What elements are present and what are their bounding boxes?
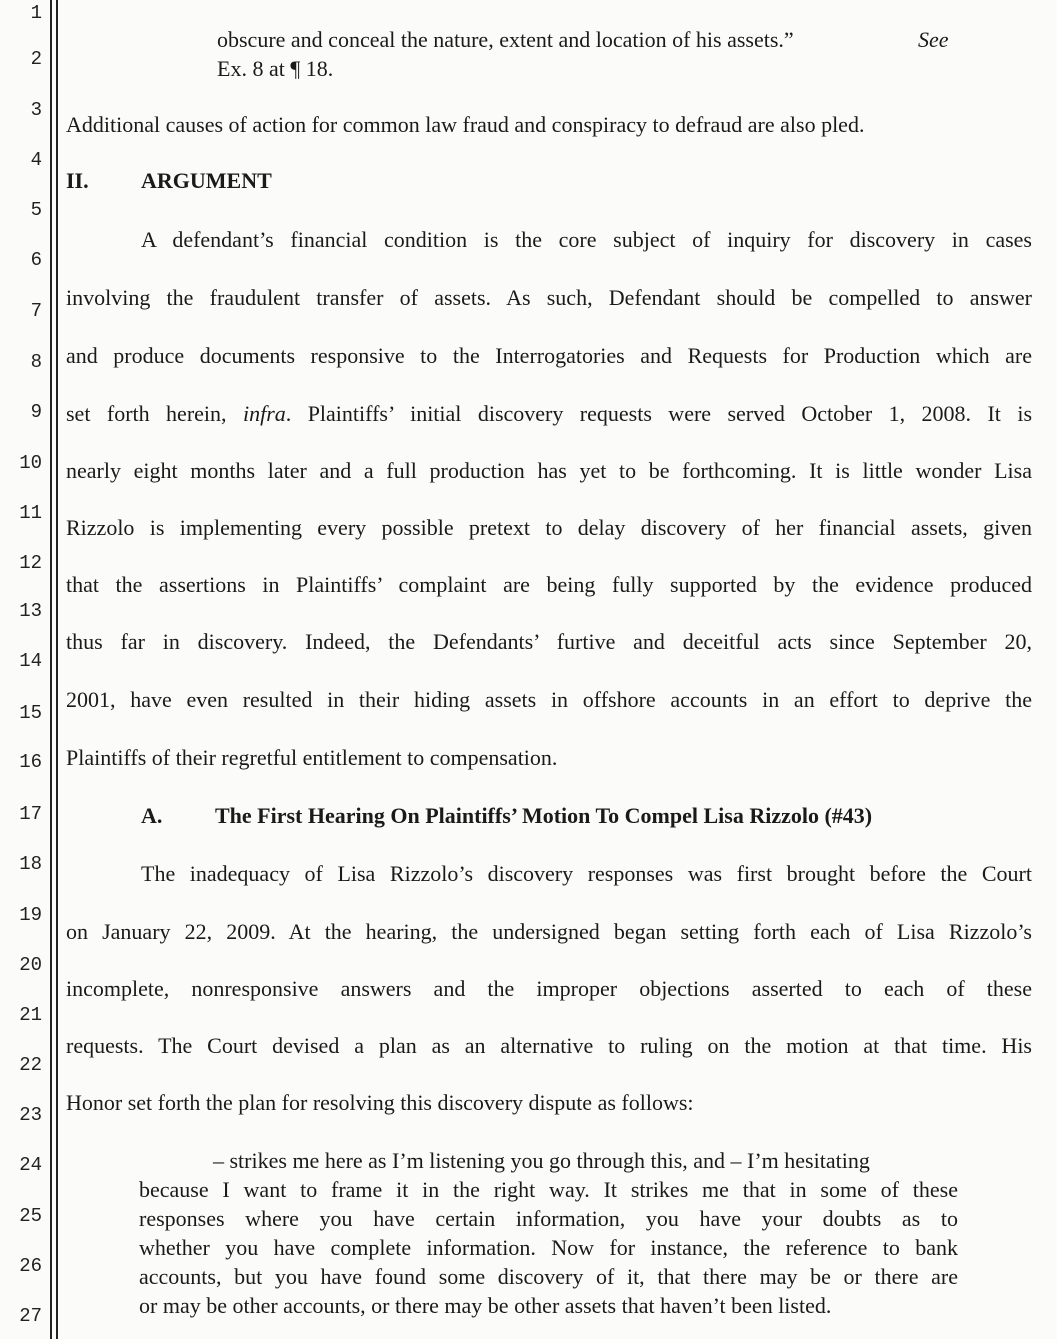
paragraph-line: Rizzolo is implementing every possible pretext to delay discovery of her financial assets, given — [66, 515, 1032, 540]
paragraph-line: requests. The Court devised a plan as an alternative to ruling on the motion at that time. His — [66, 1033, 1032, 1058]
line-number: 11 — [19, 502, 42, 524]
block-quote-line: – strikes me here as I’m listening you go through this, and – I’m hesitating — [213, 1148, 870, 1173]
left-margin-rule — [50, 0, 52, 1339]
paragraph-line: A defendant’s financial condition is the core subject of inquiry for discovery in cases — [141, 227, 1032, 252]
line-number: 27 — [19, 1305, 42, 1327]
paragraph-line: thus far in discovery. Indeed, the Defendants’ furtive and deceitful acts since September 20, — [66, 629, 1032, 654]
line-number: 3 — [30, 99, 42, 121]
line-number: 17 — [19, 803, 42, 825]
line-number: 24 — [19, 1154, 42, 1176]
paragraph-line: Additional causes of action for common law fraud and conspiracy to defraud are also pled. — [66, 112, 865, 137]
paragraph-line: and produce documents responsive to the Interrogatories and Requests for Production which are — [66, 343, 1032, 368]
line-number: 8 — [30, 351, 42, 373]
paragraph-line: that the assertions in Plaintiffs’ complaint are being fully supported by the evidence produced — [66, 572, 1032, 597]
line-number: 1 — [30, 2, 42, 24]
line-number: 12 — [19, 552, 42, 574]
line-number: 20 — [19, 954, 42, 976]
exhibit-citation: Ex. 8 at ¶ 18. — [217, 56, 334, 81]
line-number: 10 — [19, 452, 42, 474]
text-run: . Plaintiffs’ initial discovery requests were served October 1, 2008. It is — [285, 401, 1033, 426]
line-number: 25 — [19, 1205, 42, 1227]
line-number: 23 — [19, 1104, 42, 1126]
block-quote-line: because I want to frame it in the right way. It strikes me that in some of these — [139, 1177, 958, 1202]
section-heading: ARGUMENT — [141, 168, 272, 193]
line-number: 21 — [19, 1004, 42, 1026]
line-number: 26 — [19, 1255, 42, 1277]
block-quote-line — [217, 29, 794, 51]
line-number: 6 — [30, 249, 42, 271]
paragraph-line: involving the fraudulent transfer of assets. As such, Defendant should be compelled to answer — [66, 285, 1032, 310]
block-quote-line: whether you have complete information. Now for instance, the reference to bank — [139, 1235, 958, 1260]
line-number: 2 — [30, 48, 42, 70]
line-number: 14 — [19, 650, 42, 672]
line-number: 18 — [19, 853, 42, 875]
paragraph-line: The inadequacy of Lisa Rizzolo’s discovery responses was first brought before the Court — [141, 861, 1032, 886]
paragraph-line: Plaintiffs of their regretful entitlement to compensation. — [66, 745, 558, 770]
infra-signal: infra — [242, 401, 286, 426]
line-number: 16 — [19, 751, 42, 773]
paragraph-line: Honor set forth the plan for resolving this discovery dispute as follows: — [66, 1090, 694, 1115]
paragraph-line: on January 22, 2009. At the hearing, the undersigned began setting forth each of Lisa Rizzolo’s — [66, 919, 1032, 944]
text-run: set forth herein, — [66, 401, 227, 426]
paragraph-line: nearly eight months later and a full production has yet to be forthcoming. It is little wonder Lisa — [66, 458, 1032, 483]
line-number: 19 — [19, 904, 42, 926]
quote-text: obscure and conceal the nature, extent and location of his assets.” — [217, 27, 794, 52]
block-quote-line: responses where you have certain information, you have your doubts as to — [139, 1206, 958, 1231]
left-margin-rule-inner — [56, 0, 58, 1339]
line-number: 13 — [19, 600, 42, 622]
subsection-letter: A. — [141, 803, 163, 828]
paragraph-line: 2001, have even resulted in their hiding assets in offshore accounts in an effort to deprive the — [66, 687, 1032, 712]
paragraph-line: incomplete, nonresponsive answers and the improper objections asserted to each of these — [66, 976, 1032, 1001]
line-number: 5 — [30, 199, 42, 221]
line-number: 4 — [30, 149, 42, 171]
see-signal: See — [918, 27, 949, 52]
block-quote-line: or may be other accounts, or there may be other assets that haven’t been listed. — [139, 1293, 832, 1318]
line-number: 9 — [30, 401, 42, 423]
line-number: 15 — [19, 702, 42, 724]
subsection-heading: The First Hearing On Plaintiffs’ Motion To Compel Lisa Rizzolo (#43) — [215, 803, 873, 828]
line-number: 22 — [19, 1054, 42, 1076]
line-number: 7 — [30, 300, 42, 322]
section-number: II. — [66, 168, 89, 193]
block-quote-line: accounts, but you have found some discovery of it, that there may be or there are — [139, 1264, 958, 1289]
paragraph-line — [66, 403, 1032, 425]
